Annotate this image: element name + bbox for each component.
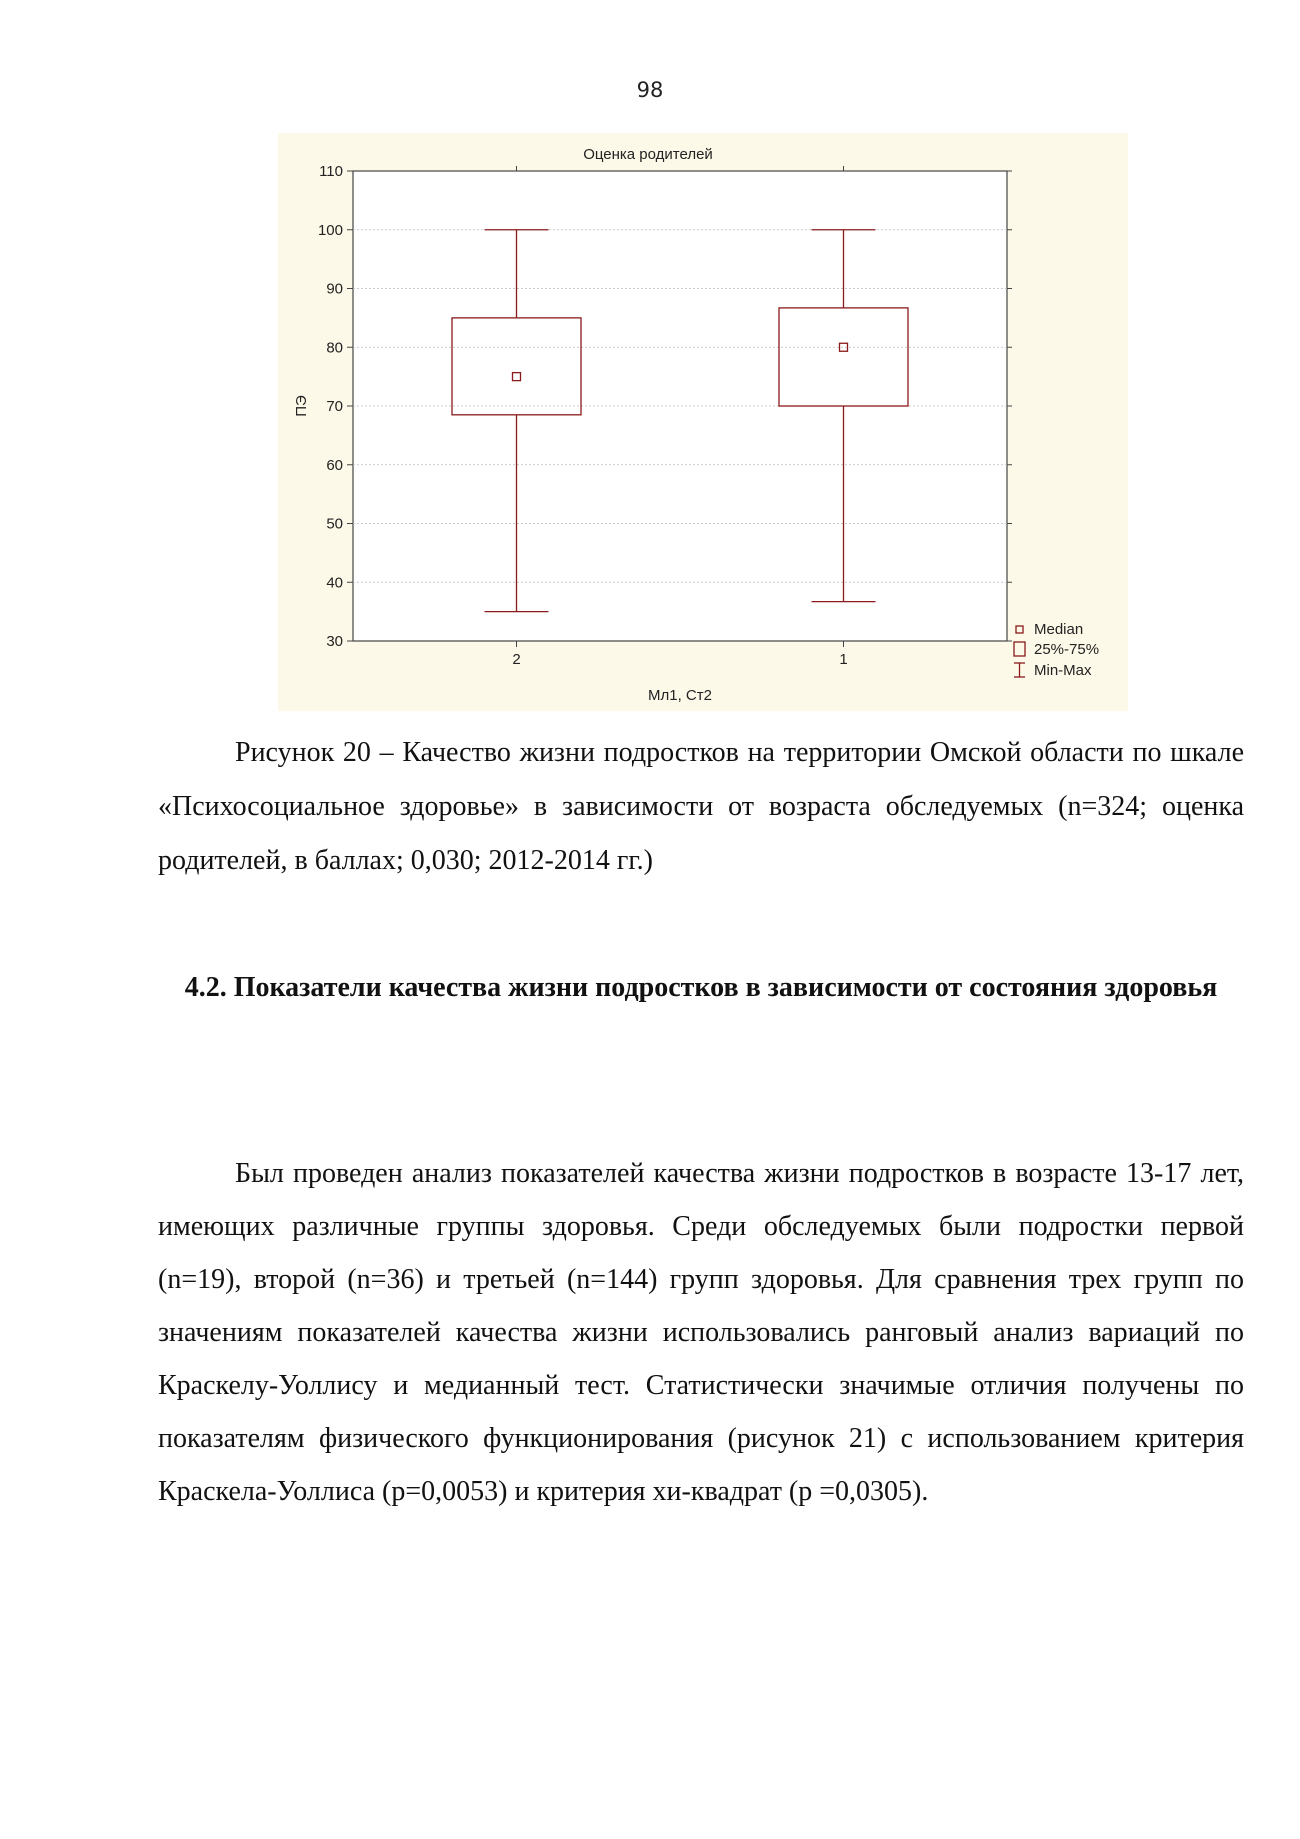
y-tick-label: 80 xyxy=(326,339,343,357)
chart-legend xyxy=(1014,621,1099,679)
body-paragraph: Был проведен анализ показателей качества жизни подростков в возрасте 13-17 лет, имеющих различные группы здоровья. Среди обследуемых были подростки первой (n=19), второй (n=36) и третьей (n=144) групп здоровья. Для сравнения трех групп по значениям показателей качества жизни использовались ранговый анализ вариаций по Краскелу-Уоллису и медианный тест. Статистически значимые отличия получены по показателям физического функционирования (рисунок 21) с использованием критерия Краскела-Уоллиса (p=0,0053) и критерия хи-квадрат (p =0,0305). xyxy=(158,1158,1244,1507)
x-tick-label: 2 xyxy=(512,651,521,668)
chart-title: Оценка родителей xyxy=(583,146,713,163)
y-tick-label: 90 xyxy=(326,280,343,298)
box-plot-chart xyxy=(278,133,1128,711)
page-number: 98 xyxy=(636,78,664,102)
figure-box-plot xyxy=(278,133,1128,711)
legend-median-icon xyxy=(1016,626,1023,633)
legend-median-label: Median xyxy=(1034,621,1084,638)
y-tick-label: 50 xyxy=(326,515,343,533)
y-tick-label: 110 xyxy=(319,163,343,180)
x-axis-label: Мл1, Ст2 xyxy=(648,687,712,704)
legend-box-label: 25%-75% xyxy=(1034,641,1100,658)
legend-box-icon xyxy=(1014,642,1025,656)
y-axis-label: ПЭ xyxy=(293,395,310,417)
y-tick-label: 30 xyxy=(326,633,343,650)
figure-caption: Рисунок 20 – Качество жизни подростков на территории Омской области по шкале «Психосоциальное здоровье» в зависимости от возраста обследуемых (n=324; оценка родителей, в баллах; 0,030; 2012-2014 гг.) xyxy=(158,737,1244,876)
plot-area xyxy=(353,171,1007,641)
y-tick-label: 40 xyxy=(326,574,343,592)
y-tick-label: 60 xyxy=(326,456,343,474)
legend-whisker-icon xyxy=(1014,663,1025,677)
x-tick-label: 1 xyxy=(839,651,848,668)
section-heading: 4.2. Показатели качества жизни подростков в зависимости от состояния здоровья xyxy=(184,972,1218,1003)
legend-whisker-label: Min-Max xyxy=(1034,662,1092,679)
y-tick-label: 70 xyxy=(326,398,343,415)
y-tick-label: 100 xyxy=(317,221,343,239)
